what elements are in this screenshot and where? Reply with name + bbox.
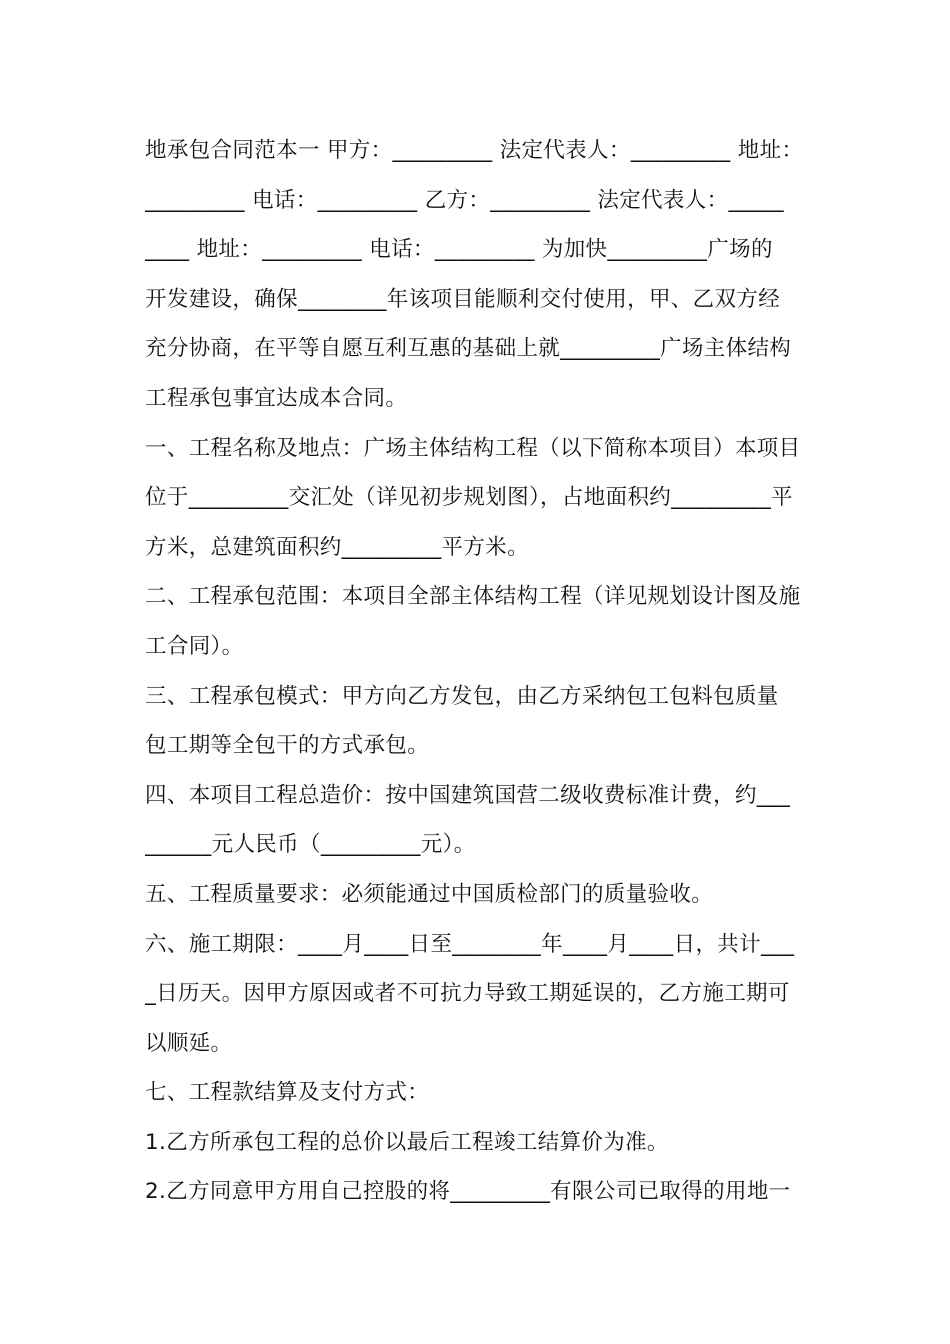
contract-body [145, 126, 807, 1217]
text-line: 包工期等全包干的方式承包。 [145, 733, 430, 759]
text-line: 工合同）。 [145, 633, 244, 659]
text-line: 地承包合同范本一 甲方：_________ 法定代表人：_________ 地址： [145, 138, 804, 163]
text-line: 方米，总建筑面积约_________平方米。 [145, 534, 529, 560]
text-line: 位于_________交汇处（详见初步规划图），占地面积约_________平 [145, 485, 793, 511]
section-4-heading: 四、本项目工程总造价：按中国建筑国营二级收费标准计费，约___ [145, 782, 791, 808]
text-line: ______元人民币（_________元）。 [145, 832, 476, 858]
text-line: 充分协商，在平等自愿互利互惠的基础上就_________广场主体结构 [145, 336, 792, 362]
section-3-heading: 三、工程承包模式：甲方向乙方发包，由乙方采纳包工包料包质量 [145, 683, 779, 709]
section-6-heading: 六、施工期限：____月____日至________年____月____日，共计___ [145, 931, 795, 957]
text-line: _________ 电话：_________ 乙方：_________ 法定代表人：_____ [145, 187, 784, 213]
section-5-heading: 五、工程质量要求：必须能通过中国质检部门的质量验收。 [145, 881, 714, 907]
list-item: 2.乙方同意甲方用自己控股的将_________有限公司已取得的用地一 [145, 1179, 791, 1205]
list-item: 1.乙方所承包工程的总价以最后工程竣工结算价为准。 [145, 1129, 669, 1155]
text-line: _日历天。因甲方原因或者不可抗力导致工期延误的，乙方施工期可 [145, 981, 790, 1007]
text-line: 开发建设，确保________年该项目能顺利交付使用，甲、乙双方经 [145, 286, 781, 312]
text-line: ____ 地址：_________ 电话：_________ 为加快_________广场的 [145, 237, 773, 263]
section-7-heading: 七、工程款结算及支付方式： [145, 1080, 430, 1106]
text-line: 工程承包事宜达成本合同。 [145, 385, 408, 411]
text-line: 以顺延。 [145, 1030, 233, 1056]
section-2-heading: 二、工程承包范围：本项目全部主体结构工程（详见规划设计图及施 [145, 584, 801, 610]
section-1-heading: 一、工程名称及地点：广场主体结构工程（以下简称本项目）本项目 [145, 435, 801, 461]
